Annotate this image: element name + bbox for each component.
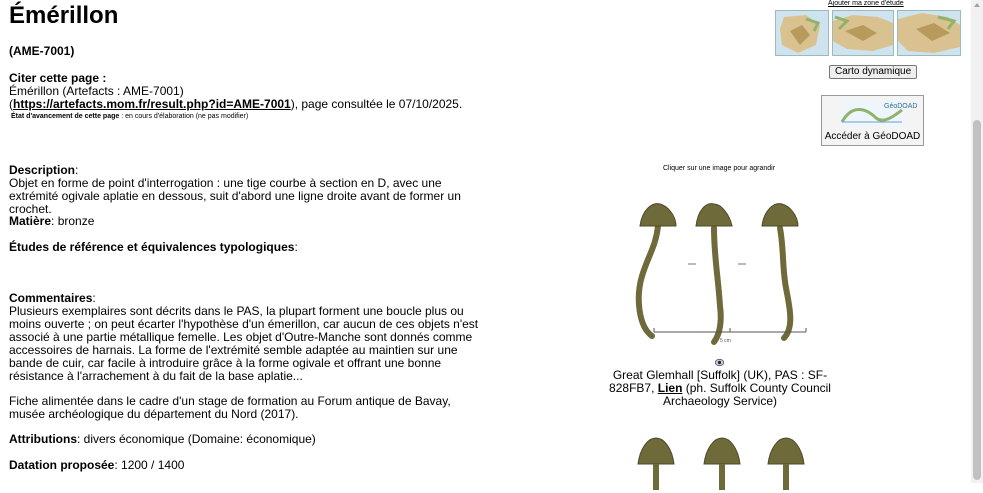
commentaires-label: Commentaires bbox=[9, 291, 93, 305]
page-title: Émérillon bbox=[9, 2, 119, 29]
description-label: Description bbox=[9, 163, 76, 177]
scale-label: 5 cm bbox=[720, 338, 731, 344]
artefact-photo[interactable] bbox=[634, 196, 816, 346]
commentaires-text: Plusieurs exemplaires sont décrits dans le PAS, la plupart forment une boucle plus ou moins ouverte ; on peut écarter l'hypothèse d'un émerillon, car aucun de ces objets n'est associé à une partie métallique femelle. Les objet d'Outre-Manche sont donnés comme accessoires de harnais. La forme de l'extrémité semble adaptée au maintien sur une bande de cuir, car facile à introduire grâce à la forme ogivale et offrant une bonne résistance à l'arrachement à du fait de la base aplatie... bbox=[9, 304, 479, 383]
etudes-label: Études de référence et équivalences typologiques bbox=[9, 240, 295, 254]
geodoad-logo-text: GéoDOAD bbox=[884, 103, 918, 110]
sidebar bbox=[600, 0, 970, 483]
attributions-section bbox=[9, 433, 484, 446]
caption-suffix: (ph. Suffolk County Council Archaeology Service) bbox=[662, 381, 831, 408]
matiere-label: Matière bbox=[9, 214, 52, 228]
geodoad-logo-icon bbox=[822, 96, 923, 130]
artefact-photo-2[interactable] bbox=[634, 430, 816, 490]
geodoad-label: Accéder à GéoDOAD bbox=[824, 131, 921, 142]
page-status bbox=[11, 112, 251, 121]
matiere-value: : bronze bbox=[51, 214, 95, 228]
commentaires-section: Commentaires: Plusieurs exemplaires sont décrits dans le PAS, la plupart forment une boucle plus ou moins ouverte ; on peut écarter l'hypothèse d'un émerillon, car aucun de ces objets n'est associé à une partie métallique femelle. Les objet d'Outre-Manche sont donnés comme accessoires de harnais. La forme de l'extrémité semble adaptée au maintien sur une bande de cuir, car facile à introduire grâce à la forme ogivale et offrant une bonne résistance à l'arrachement à du fait de la base aplatie... bbox=[9, 291, 479, 383]
attributions-value: : divers économique (Domaine: économique) bbox=[77, 432, 316, 446]
attributions-label: Attributions bbox=[9, 432, 77, 446]
matiere-section bbox=[9, 215, 484, 228]
vertical-scrollbar[interactable] bbox=[971, 0, 983, 483]
caption-text: Great Glemhall [Suffolk] (UK), PAS : SF-828FB7, bbox=[609, 368, 828, 395]
fiche-note: Fiche alimentée dans le cadre d'un stage de formation au Forum antique de Bavay, musée archéologique du département du Nord (2017). bbox=[9, 394, 451, 421]
cite-line: Émérillon (Artefacts : AME-7001) bbox=[9, 84, 184, 98]
object-code: (AME-7001) bbox=[9, 44, 75, 58]
datation-value: : 1200 / 1400 bbox=[114, 458, 185, 472]
datation-label: Datation proposée bbox=[9, 458, 115, 472]
caption-link[interactable]: Lien bbox=[657, 381, 683, 395]
map-thumbnails bbox=[775, 10, 961, 55]
eye-icon[interactable] bbox=[715, 358, 724, 367]
cite-label: Citer cette page : bbox=[9, 71, 107, 85]
state-label: État d'avancement de cette page bbox=[11, 113, 120, 120]
description-text: Objet en forme de point d'interrogation : une tige courbe à section en D, avec une extrémité ogivale aplatie en dessous, suit d'abord une ligne droite avant de former un crochet. bbox=[9, 176, 461, 216]
carto-dynamique-button[interactable]: Carto dynamique bbox=[829, 65, 917, 79]
scrollbar-thumb[interactable] bbox=[973, 120, 981, 480]
citation-block bbox=[9, 72, 484, 111]
state-value: : en cours d'élaboration (ne pas modifier) bbox=[119, 113, 249, 120]
cite-open: ( bbox=[9, 97, 13, 111]
cite-url-link[interactable]: https://artefacts.mom.fr/result.php?id=AME-7001 bbox=[13, 97, 291, 111]
geodoad-button[interactable] bbox=[821, 95, 924, 146]
etudes-value: : bbox=[294, 240, 298, 254]
cite-suffix: ), page consultée le 07/10/2025. bbox=[290, 97, 463, 111]
etudes-section bbox=[9, 241, 484, 254]
map-thumbnail-france[interactable] bbox=[775, 10, 829, 56]
datation-section bbox=[9, 459, 484, 472]
description-section: Description: Objet en forme de point d'interrogation : une tige courbe à section en D, avec une extrémité ogivale aplatie en dessous, suit d'abord une ligne droite avant de former un crochet. bbox=[9, 163, 461, 216]
map-thumbnail-europe[interactable] bbox=[897, 10, 961, 56]
map-thumbnail-europe-west[interactable] bbox=[832, 10, 894, 56]
photo-caption bbox=[605, 369, 835, 408]
image-hint: Cliquer sur une image pour agrandir bbox=[662, 165, 776, 172]
add-study-zone-link[interactable]: Ajouter ma zone d'étude bbox=[828, 0, 904, 7]
scroll-up-icon[interactable] bbox=[974, 3, 980, 7]
